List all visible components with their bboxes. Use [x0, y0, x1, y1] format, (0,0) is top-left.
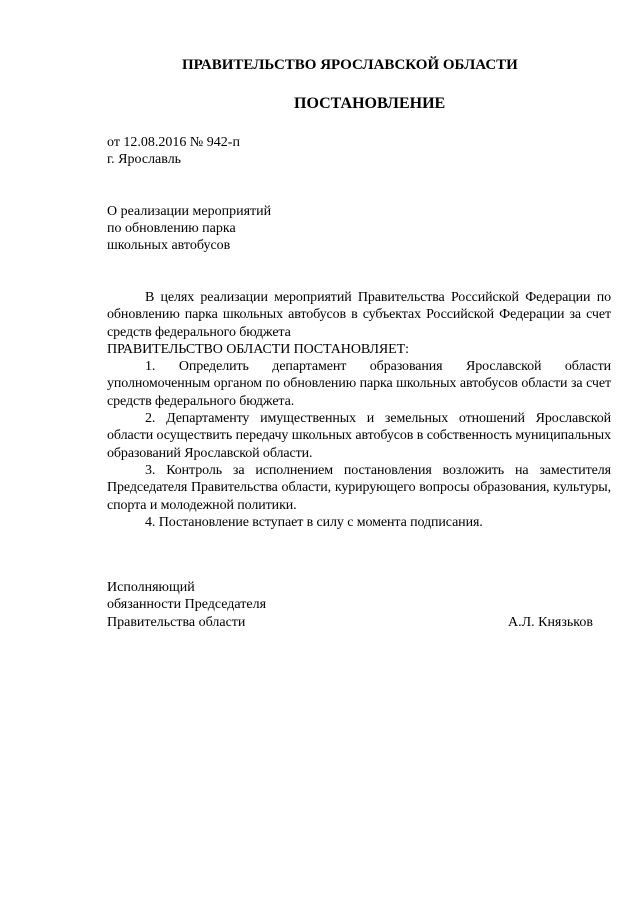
signatory-name: А.Л. Князьков	[508, 614, 593, 630]
signature-block	[107, 579, 611, 631]
subject-line: школьных автобусов	[107, 238, 231, 253]
numbered-item: 2. Департаменту имущественных и земельных отношений Ярославской области осуществить передачу школьных автобусов в собственность муниципальных образований Ярославской области.	[107, 411, 611, 461]
numbered-item: 4. Постановление вступает в силу с момента подписания.	[145, 514, 483, 530]
subject-line: по обновлению парка	[107, 221, 236, 236]
document-body	[107, 289, 611, 531]
government-title: ПРАВИТЕЛЬСТВО ЯРОСЛАВСКОЙ ОБЛАСТИ	[182, 57, 518, 73]
date-number: от 12.08.2016 № 942-п	[107, 135, 240, 150]
document-type: ПОСТАНОВЛЕНИЕ	[294, 95, 446, 112]
signatory-title-line: Правительства области	[107, 614, 246, 630]
numbered-item: 3. Контроль за исполнением постановления возложить на заместителя Председателя Правительства области, курирующего вопросы образования, культуры, спорта и молодежной политики.	[107, 462, 611, 513]
signatory-title-line: обязанности Председателя	[107, 597, 267, 613]
document-meta	[107, 134, 240, 168]
subject-line: О реализации мероприятий	[107, 204, 272, 219]
document-subject	[107, 203, 271, 254]
preamble-paragraph: В целях реализации мероприятий Правительства Российской Федерации по обновлению парка школьных автобусов в субъектах Российской Федерации за счет средств федерального бюджета	[107, 290, 611, 340]
signature-line	[107, 614, 611, 631]
decree-line: ПРАВИТЕЛЬСТВО ОБЛАСТИ ПОСТАНОВЛЯЕТ:	[107, 341, 409, 357]
place: г. Ярославль	[107, 152, 182, 167]
signatory-title-line: Исполняющий	[107, 580, 195, 595]
numbered-item: 1. Определить департамент образования Ярославской области уполномоченным органом по обновлению парка школьных автобусов области за счет средств федерального бюджета.	[107, 359, 611, 409]
